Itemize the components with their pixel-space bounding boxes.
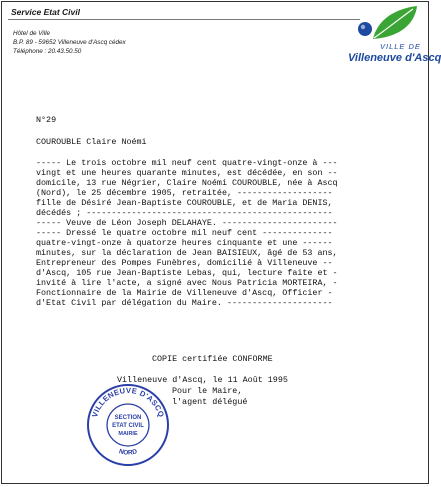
- logo-ville-de: VILLE DE: [380, 42, 421, 51]
- act-line: minutes, sur la déclaration de Jean BAISIEUX, âgé de 53 ans,: [36, 248, 338, 258]
- act-line: quatre-vingt-onze à quatorze heures cinquante et une ------: [36, 238, 333, 248]
- act-number: N°29: [36, 115, 57, 125]
- act-line: Entrepreneur des Pompes Funèbres, domicilié à Villeneuve --: [36, 258, 333, 268]
- act-line: ----- Dressé le quatre octobre mil neuf cent --------------: [36, 228, 333, 238]
- service-title: Service Etat Civil: [11, 7, 80, 17]
- act-line: fille de Désiré Jean-Baptiste COUROUBLE, et de Maria DENIS,: [36, 198, 333, 208]
- act-line: d'Ascq, 105 rue Jean-Baptiste Lebas, qui, lecture faite et -: [36, 268, 338, 278]
- act-line: vingt et une heures quarante minutes, est décédée, en son --: [36, 168, 338, 178]
- act-line: ----- Le trois octobre mil neuf cent quatre-vingt-onze à ---: [36, 158, 338, 168]
- act-line: ----- Veuve de Léon Joseph DELAHAYE. -----------------------: [36, 218, 338, 228]
- document-page: [1, 1, 441, 484]
- act-line: d'Etat Civil par délégation du Maire. ---------------------: [36, 298, 333, 308]
- for-the-mayor: Pour le Maire,: [172, 386, 243, 396]
- deceased-name: COUROUBLE Claire Noémi: [36, 137, 147, 147]
- address-line-hotel: Hôtel de Ville: [13, 30, 50, 37]
- act-line: (Nord), le 25 décembre 1905, retraitée, -------------------: [36, 188, 333, 198]
- certified-copy-line: COPIE certifiée CONFORME: [152, 354, 273, 364]
- act-line: décédés ; -------------------------------------------------: [36, 208, 333, 218]
- stamp-inner-line: ETAT CIVIL: [112, 423, 144, 429]
- official-stamp: [85, 382, 171, 468]
- header-rule: [8, 19, 360, 20]
- stamp-bottom-text: NORD: [118, 448, 138, 457]
- stamp-inner-line: SECTION: [114, 415, 142, 421]
- act-line: domicile, 13 rue Négrier, Claire Noémi COUROUBLE, née à Ascq: [36, 178, 338, 188]
- address-line-phone: Téléphone : 20.43.50.50: [13, 48, 82, 55]
- place-and-date: Villeneuve d'Ascq, le 11 Août 1995: [117, 375, 288, 385]
- act-line: Fonctionnaire de la Mairie de Villeneuve d'Ascq, Officier -: [36, 288, 333, 298]
- svg-text:NORD: [118, 448, 138, 457]
- globe-icon: [358, 22, 372, 36]
- logo-city-name: Villeneuve d'Ascq: [348, 52, 441, 64]
- address-line-bp: B.P. 89 - 59652 Villeneuve d'Ascq cédex: [13, 39, 126, 46]
- svg-text:VILLENEUVE D'ASCQ: [90, 386, 166, 418]
- stamp-inner-line: MAIRIE: [118, 431, 138, 437]
- delegated-agent: l'agent délégué: [172, 397, 248, 407]
- stamp-outer-text: VILLENEUVE D'ASCQ: [90, 385, 166, 419]
- act-line: invité à lire l'acte, a signé avec Nous Patricia MORTEIRA, -: [36, 278, 338, 288]
